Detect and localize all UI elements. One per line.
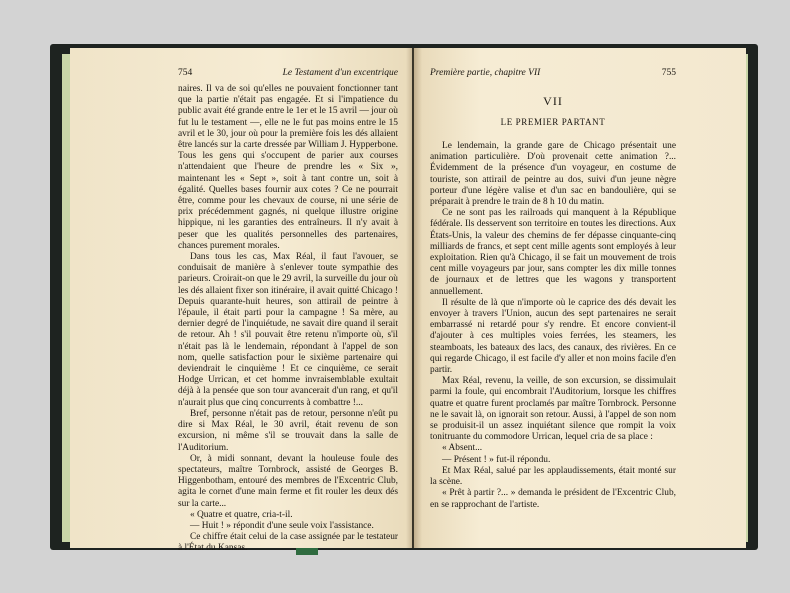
paragraph: — Huit ! » répondit d'une seule voix l'assistance. [190,520,374,531]
paragraph: Max Réal, revenu, la veille, de son excursion, se dissimulait parmi la foule, qui encombrait l'Auditorium, lorsque les chiffres quatre et quatre furent proclamés par maître Tornbrock. Personne ne le savait là, on ignorait son retour. Aussi, à l'appel de son nom se produisit-il un assez inquiétant silence que rompit la voix tonitruante du commodore Urrican, lequel cria de sa place : [430,376,676,443]
right-body-text [430,141,676,511]
chapter-number: VII [543,94,563,108]
left-running-head [178,68,398,78]
left-body-text [178,84,398,555]
paragraph: Ce ne sont pas les railroads qui manquent à la République fédérale. Ils desservent son territoire en toutes les directions. Aux États-Unis, la valeur des chemins de fer dépasse cinquante-cinq milliards de francs, et sept cent mille agents sont employés à leur exploitation. Rien qu'à Chicago, il se fait un mouvement de trois cent mille voyageurs par jour, sans compter les dix mille tonnes de journaux et de lettres que les wagons y transportent annuellement. [430,208,676,297]
paragraph: Et Max Réal, salué par les applaudissements, était monté sur la scène. [430,465,676,488]
paragraph: « Quatre et quatre, cria-t-il. [190,509,293,520]
paragraph: Dans tous les cas, Max Réal, il faut l'avouer, se conduisait de manière à s'enlever toute sympathie des parieurs. Croirait-on que le 29 avril, la surveille du jour où les dés allaient fixer son itinéraire, il avait quitté Chicago ! Depuis quarante-huit heures, son attirail de peintre à l'épaule, il était parti pour la campagne ! Sa mère, au dernier degré de l'inquiétude, ne savait dire quand il serait de retour. Ah ! s'il pouvait être retenu n'importe où, s'il n'était pas là le lendemain, répondant à l'appel de son nom, quelle satisfaction pour le sixième partenaire qui deviendrait le cinquième ! Et ce cinquième, ce serait Hodge Urrican, et cet homme invraisemblable exultait déjà à la pensée que son tour avancerait d'un rang, et qu'il n'aurait plus que cinq concurrents à combattre !... [178,252,398,408]
left-page [70,48,412,554]
paragraph: — Présent ! » fut-il répondu. [442,454,551,465]
paragraph: Ce chiffre était celui de la case assignée par le testateur à l'État du Kansas. [178,532,398,554]
chapter-title: LE PREMIER PARTANT [500,117,606,127]
right-running-title: Première partie, chapitre VII [430,68,541,78]
paragraph: Or, à midi sonnant, devant la houleuse foule des spectateurs, maître Tornbrock, assisté de Georges B. Higgenbotham, entouré des membres de l'Excentric Club, agita le cornet d'une main ferme et fit rouler les deux dés sur la carte... [178,453,398,509]
paragraph: Le lendemain, la grande gare de Chicago présentait une animation particulière. D'où provenait cette animation ?... Évidemment de la présence d'un voyageur, en costume de touriste, son attirail de peintre au dos, suivi d'un jeune nègre porteur d'une légère valise et d'un sac en bandoulière, qui se préparait à prendre le train de 8 h 10 du matin. [430,141,676,208]
right-page-number: 755 [661,68,676,78]
paragraph: Bref, personne n'était pas de retour, personne n'eût pu dire si Max Réal, le 30 avril, était revenu de son excursion, ni même s'il se trouvait dans la salle de l'Auditorium. [178,408,398,453]
right-running-head [430,68,676,78]
paragraph: naires. Il va de soi qu'elles ne pouvaient fonctionner tant que la partie n'était pas engagée. Et si l'impatience du public avait été grande entre le 1er et le 15 avril — jour où fut lu le testament —, elle ne le fut pas moins entre le 15 avril et le 30, jour où pour la première fois les dés allaient être lancés sur la carte dressée par William J. Hypperbone. Tous les gens qui s'occupent de parier aux courses n'attendaient que l'heure de prendre les « Six », maintenant les « Sept », soit à tant contre un, soit à égalité. Quelles bases fournir aux cotes ? Ce ne pourrait être, comme pour les chevaux de course, ni une série de prix précédemment gagnés, ni quelque illustre origine hippique, ni les garanties des entraîneurs. Il n'y avait à peser que les qualités personnelles des partenaires, chances purement morales. [178,84,398,251]
book-gutter [406,48,422,548]
right-page [414,48,746,548]
left-page-number: 754 [178,68,193,78]
left-running-title: Le Testament d'un excentrique [282,68,398,78]
paragraph: « Prêt à partir ?... » demanda le président de l'Excentric Club, en se rapprochant de l'artiste. [430,488,676,510]
paragraph: Il résulte de là que n'importe où le caprice des dés devait les envoyer à travers l'Union, aucun des sept partenaires ne serait embarrassé ni retardé pour s'y rendre. Et encore convient-il d'ajouter à ces multiples voies ferrées, les steamers, les steamboats, les bateaux des lacs, des canaux, des rivières. En ce qui regarde Chicago, il est facile d'y aller et non moins facile d'en partir. [430,297,676,376]
paragraph: « Absent... [442,443,483,454]
